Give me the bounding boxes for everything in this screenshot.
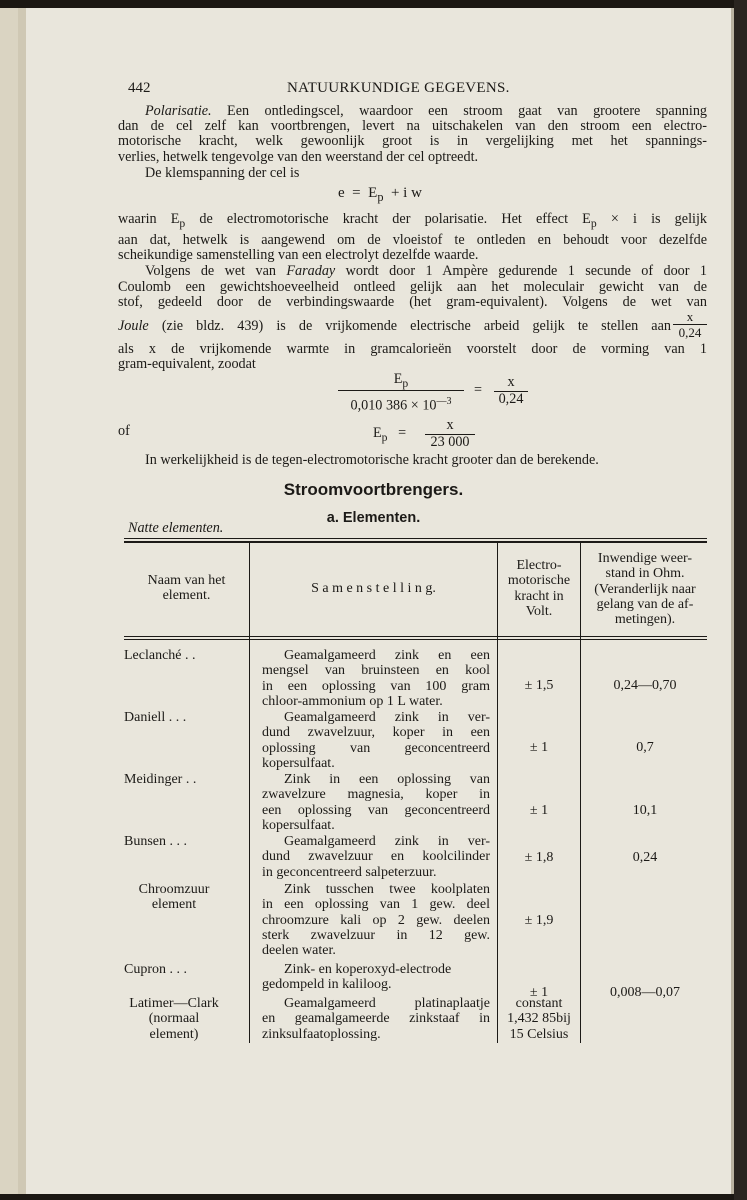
paragraph-4: In werkelijkheid is de tegen-electromotorische kracht grooter dan de berekende. <box>145 452 599 468</box>
book-spine <box>734 0 747 1200</box>
table-top-rule-1 <box>124 538 707 539</box>
paragraph-3-line-3: stof, gedeeld door de verbindingswaarde (het gram-equivalent). Volgens de wet van <box>118 294 707 310</box>
section-subtitle: a. Elementen. <box>326 510 421 526</box>
running-title: NATUURKUNDIGE GEGEVENS. <box>287 80 510 96</box>
header-weerstand: Inwendige weer- stand in Ohm. (Veranderlijk naar gelang van de af- metingen). <box>594 551 696 628</box>
table-vline-1 <box>249 543 250 1043</box>
header-emk: Electro- motorische kracht in Volt. <box>507 558 571 619</box>
paragraph-3-line-2: Coulomb een gewichtshoeveelheid ontleed gelijk aan het moleculair gewicht van de <box>118 279 707 295</box>
equation-3-fraction: x 23 000 <box>425 418 475 450</box>
polarisatie-lead: Polarisatie. <box>145 103 212 119</box>
row-cupron-emk: ± 1 <box>529 985 549 1000</box>
row-meidinger-res: 10,1 <box>632 803 658 818</box>
row-bunsen-comp: Geamalgameerd zink in ver- dund zwavelzuur en koolcilinder in geconcentreerd salpeterzuur. <box>262 834 490 880</box>
equation-2-right-fraction: x 0,24 <box>494 375 528 407</box>
paragraph-2-line-3: scheikundige samenstelling van een electrolyt dezelfde waarde. <box>118 247 479 263</box>
row-leclanche-name: Leclanché . . <box>124 648 196 663</box>
row-latimer-emk: constant 1,432 85bij 15 Celsius <box>507 996 571 1042</box>
row-daniell-res: 0,7 <box>636 740 654 755</box>
row-bunsen-emk: ± 1,8 <box>524 850 554 865</box>
row-meidinger-name: Meidinger . . <box>124 772 197 787</box>
equation-klemspanning: $e = E_p + i$ w <box>338 185 422 204</box>
row-meidinger-comp: Zink in een oplossing van zwavelzure magnesia, koper in een oplossing van geconcentreerd kopersulfaat. <box>262 772 490 833</box>
paragraph-3-line-1: Volgens de wet van Faraday wordt door 1 Ampère gedurende 1 secunde of door 1 <box>145 263 707 279</box>
klemspanning-text: De klemspanning der cel is <box>145 165 300 181</box>
row-meidinger-emk: ± 1 <box>529 803 549 818</box>
equation-2-left-fraction: $E_p$ 0,010 $386 \times 10^{—3}$ <box>338 372 464 414</box>
row-leclanche-emk: ± 1,5 <box>524 678 554 693</box>
row-daniell-emk: ± 1 <box>529 740 549 755</box>
paragraph-1-line-4: verlies, hetwelk tengevolge van den weerstand der cel optreedt. <box>118 149 479 165</box>
row-latimer-name: Latimer—Clark (normaal element) <box>129 996 219 1042</box>
table-top-rule-2 <box>124 541 707 543</box>
paragraph-3-line-6: gram-equivalent, zoodat <box>118 356 256 372</box>
paragraph-1-line-3: motorische kracht, welk gewoonlijk groot is in vergelijking met het spannings- <box>118 133 707 149</box>
row-daniell-name: Daniell . . . <box>124 710 187 725</box>
table-header-rule-1 <box>124 636 707 637</box>
equation-3-lhs: $E_p$ = <box>373 425 407 444</box>
table-header-rule-2 <box>124 639 707 640</box>
page-left-edge-shadow <box>18 8 26 1194</box>
fraction-x-over-024: x 0,24 <box>673 309 707 340</box>
equation-2-equals: = <box>474 382 483 398</box>
row-daniell-comp: Geamalgameerd zink in ver- dund zwavelzuur, koper in een oplossing van geconcentreerd kopersulfaat. <box>262 710 490 771</box>
natte-elementen-label: Natte elementen. <box>128 520 224 536</box>
p1-line-1-text: Een ontledingscel, waardoor een stroom gaat van grootere spanning <box>227 103 708 119</box>
paragraph-3-line-4: Joule (zie bldz. 439) is de vrijkomende electrische arbeid gelijk te stellen aan <box>118 318 671 334</box>
paragraph-2-line-2: aan dat, hetwelk is aangewend om de vloeistof te ontleden en behoudt voor dezelfde <box>118 232 707 248</box>
row-bunsen-res: 0,24 <box>632 850 658 865</box>
paragraph-3-line-5: als x de vrijkomende warmte in gramcalorieën voorstelt door de vorming van 1 <box>118 341 707 357</box>
header-naam: Naam van het element. <box>147 573 226 604</box>
row-latimer-comp: Geamalgameerd platinaplaatje en geamalgameerde zinkstaaf in zinksulfaatoplossing. <box>262 996 490 1042</box>
row-cupron-name: Cupron . . . <box>124 962 187 977</box>
row-cupron-comp: Zink- en koperoxyd-electrode gedompeld in kaliloog. <box>262 962 452 993</box>
header-samenstelling: S a m e n s t e l l i n g. <box>311 581 436 596</box>
page-number: 442 <box>128 80 151 96</box>
row-chroomzuur-emk: ± 1,9 <box>524 913 554 928</box>
row-chroomzuur-comp: Zink tusschen twee koolplaten in een oplossing van 1 gew. deel chroomzure kali op 2 gew. deelen sterk zwavelzuur in 12 gew. deelen water. <box>262 882 490 959</box>
row-bunsen-name: Bunsen . . . <box>124 834 187 849</box>
row-chroomzuur-name: Chroomzuur element <box>138 882 210 913</box>
row-cupron-res: 0,008—0,07 <box>610 985 680 1000</box>
row-leclanche-res: 0,24—0,70 <box>613 678 677 693</box>
section-title: Stroomvoortbrengers. <box>283 480 464 499</box>
paragraph-2-line-1: waarin $E_p$ de electromotorische kracht der polarisatie. Het effect $E_p \times i$ is gelijk <box>118 211 707 230</box>
paragraph-1-line-2: dan de cel zelf kan voortbrengen, levert na uitschakelen van den stroom een electro- <box>118 118 707 134</box>
row-leclanche-comp: Geamalgameerd zink en een mengsel van bruinsteen en kool in een oplossing van 100 gram chloor-ammonium op 1 L water. <box>262 648 490 709</box>
equation-3-of: of <box>118 423 130 439</box>
